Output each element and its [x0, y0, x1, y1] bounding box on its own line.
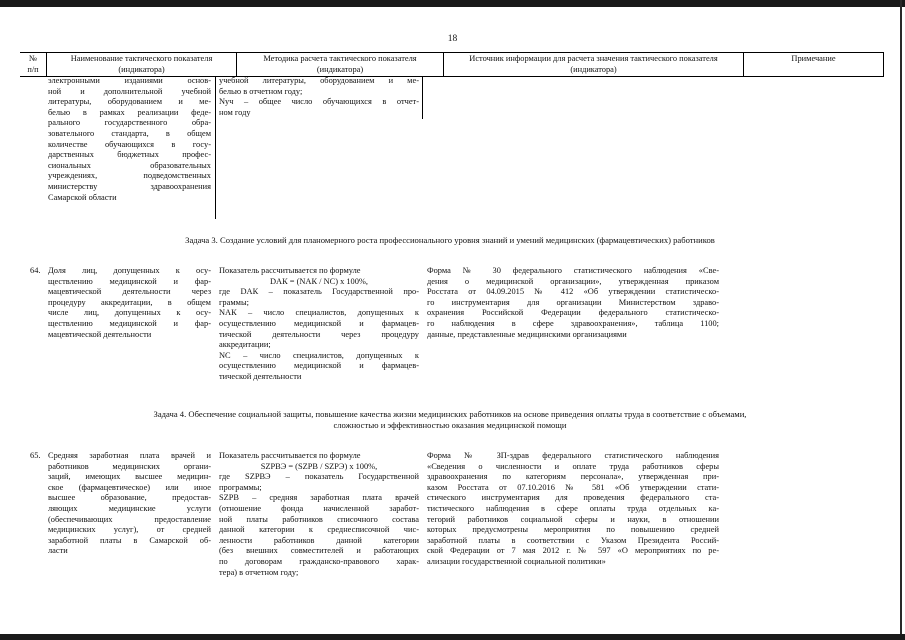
- col-divider: [215, 76, 216, 219]
- text-line: Доля лиц, допущенных к осу-: [48, 266, 211, 275]
- text-line: белью в рамках реализации феде-: [48, 107, 211, 117]
- text-line: (отношение фонда начисленной заработ-: [219, 503, 419, 513]
- text-line: SZPВ – средняя заработная плата врачей: [219, 493, 419, 503]
- text-line: литературы, оборудованием и ме-: [48, 97, 211, 107]
- row-64-name: [48, 266, 211, 340]
- text-line: казом Росстата от 07.10.2016 № 581 «Об утверждении стати-: [427, 482, 719, 492]
- text-line: аккредитации;: [219, 340, 271, 350]
- task-4-line: сложностью и эффективностью оказания медицинской помощи: [333, 420, 567, 430]
- text-line: Показатель рассчитывается по формуле: [219, 266, 361, 275]
- text-line: ществлению медицинской и фар-: [48, 318, 211, 328]
- row-64-source: [427, 266, 719, 340]
- row-64-number: 64.: [30, 266, 41, 275]
- text-line: (без внешних совместителей и работающих: [219, 546, 419, 556]
- text-line: белью в отчетном году;: [219, 86, 303, 96]
- text-line: ной платы работников списочного состава: [219, 514, 419, 524]
- text-line: ской Федерации от 7 мая 2012 г. № 597 «О мероприятиях по ре-: [427, 546, 719, 556]
- text-line: данной категории к среднесписочной чис-: [219, 525, 419, 535]
- text-line: программы;: [219, 482, 262, 492]
- bottom-border: [0, 634, 905, 640]
- text-line: работников медицинских органи-: [48, 461, 211, 471]
- text-line: ной и дополнительной учебной: [48, 86, 211, 96]
- text-line: министерству здравоохранения: [48, 181, 211, 191]
- text-line: данные, представленные медицинскими организациями: [427, 329, 627, 339]
- text-line: ляющих медицинские услуги: [48, 503, 211, 513]
- formula: DАК = (NАК / NС) х 100%,: [269, 276, 368, 286]
- top-border: [0, 0, 905, 7]
- text-line: тической деятельности через процедуру: [219, 329, 419, 339]
- text-line: по договорам гражданско-правового харак-: [219, 556, 419, 566]
- row-65-method: [219, 451, 419, 578]
- row-65-source: [427, 451, 719, 568]
- header-num: № п/п: [27, 54, 39, 74]
- text-line: заработной платы в соответствии с Указом Президента Россий-: [427, 535, 719, 545]
- text-line: учреждениях, подведомственных: [48, 171, 211, 181]
- text-line: осуществлению медицинской и фармацев-: [219, 361, 419, 371]
- text-line: граммы;: [219, 297, 249, 307]
- text-line: го инструментария для организации Министерством здраво-: [427, 297, 719, 307]
- text-line: (обеспечивающих предоставление: [48, 514, 211, 524]
- text-line: «Сведения о численности и оплате труда работников сферы: [427, 461, 719, 471]
- col-divider: [422, 76, 423, 119]
- text-line: ществлению медицинской и фар-: [48, 276, 211, 286]
- text-line: где DАК – показатель Государственной про-: [219, 287, 419, 297]
- text-line: мацевтической деятельности: [48, 329, 152, 339]
- text-line: медицинских услуг), от средней: [48, 525, 211, 535]
- text-line: учебной литературы, оборудованием и ме-: [219, 76, 419, 85]
- text-line: тера) в отчетном году;: [219, 567, 299, 577]
- text-line: здравоохранения по категориям персонала», утвержденная при-: [427, 472, 719, 482]
- text-line: рального государственного обра-: [48, 118, 211, 128]
- text-line: NС – число специалистов, допущенных к: [219, 350, 419, 360]
- text-line: заработной платы в Самарской об-: [48, 535, 211, 545]
- text-line: ленности работников данной категории: [219, 535, 419, 545]
- task-4-heading: [20, 409, 880, 431]
- row-cont-method: [219, 76, 419, 118]
- page-number: 18: [447, 34, 458, 44]
- text-line: сиональных образовательных: [48, 160, 211, 170]
- text-line: которых предусмотрены мероприятия по повышению средней: [427, 525, 719, 535]
- text-line: ном году: [219, 107, 251, 117]
- text-line: Форма № 30 федерального статистического наблюдения «Све-: [427, 266, 719, 275]
- right-edge: [900, 0, 902, 640]
- text-line: тегорий работников социальной сферы и науки, в отношении: [427, 514, 719, 524]
- text-line: стического инструментария для проведения федерального ста-: [427, 493, 719, 503]
- header-note: Примечание: [743, 53, 884, 76]
- text-line: электронными изданиями основ-: [48, 76, 211, 85]
- text-line: количестве обучающихся в госу-: [48, 139, 211, 149]
- text-line: охранения Российской Федерации федерального статистическо-: [427, 308, 719, 318]
- text-line: ское (фармацевтическое) или иное: [48, 482, 211, 492]
- task-3-heading: Задача 3. Создание условий для планомерного роста профессионального уровня знаний и умений медицинских (фармацевтических) работников: [185, 235, 715, 245]
- text-line: заций, имеющих высшее медицин-: [48, 472, 211, 482]
- text-line: Nуч – общее число обучающихся в отчет-: [219, 97, 419, 107]
- text-line: Форма № ЗП-здрав федерального статистического наблюдения: [427, 451, 719, 460]
- text-line: числе лиц, допущенных к осу-: [48, 308, 211, 318]
- text-line: го наблюдения в сфере здравоохранения», таблица 1100;: [427, 318, 719, 328]
- text-line: где SZPВЭ – показатель Государственной: [219, 472, 419, 482]
- text-line: тистического наблюдения в сфере оплаты труда отдельных ка-: [427, 503, 719, 513]
- text-line: осуществлению медицинской и фармацев-: [219, 318, 419, 328]
- text-line: дения о медицинской организации», утвержденная приказом: [427, 276, 719, 286]
- formula: SZPВЭ = (SZPВ / SZPЭ) х 100%,: [260, 461, 378, 471]
- header-source: Источник информации для расчета значения тактического показателя (индикатора): [443, 53, 743, 76]
- task-4-line: Задача 4. Обеспечение социальной защиты, повышение качества жизни медицинских работников на основе приведения оплаты труда в соответствие с объемами,: [153, 409, 747, 419]
- table-header: [20, 52, 884, 77]
- text-line: мацевтической деятельности через: [48, 287, 211, 297]
- text-line: ализации государственной социальной политики»: [427, 556, 606, 566]
- row-cont-name: [48, 76, 211, 203]
- text-line: тической деятельности: [219, 371, 302, 381]
- text-line: NАК – число специалистов, допущенных к: [219, 308, 419, 318]
- text-line: Показатель рассчитывается по формуле: [219, 451, 361, 460]
- header-method: Методика расчета тактического показателя (индикатора): [236, 53, 443, 76]
- header-name: Наименование тактического показателя (индикатора): [46, 53, 236, 76]
- text-line: высшее образование, предостав-: [48, 493, 211, 503]
- text-line: ласти: [48, 546, 68, 556]
- text-line: Самарской области: [48, 192, 117, 202]
- text-line: Средняя заработная плата врачей и: [48, 451, 211, 460]
- row-65-name: [48, 451, 211, 557]
- text-line: Росстата от 04.09.2015 № 412 «Об утверждении статистическо-: [427, 287, 719, 297]
- row-65-number: 65.: [30, 451, 41, 460]
- text-line: дарственных бюджетных профес-: [48, 150, 211, 160]
- text-line: процедуру аккредитации, в общем: [48, 297, 211, 307]
- text-line: зовательного стандарта, в общем: [48, 128, 211, 138]
- row-64-method: [219, 266, 419, 383]
